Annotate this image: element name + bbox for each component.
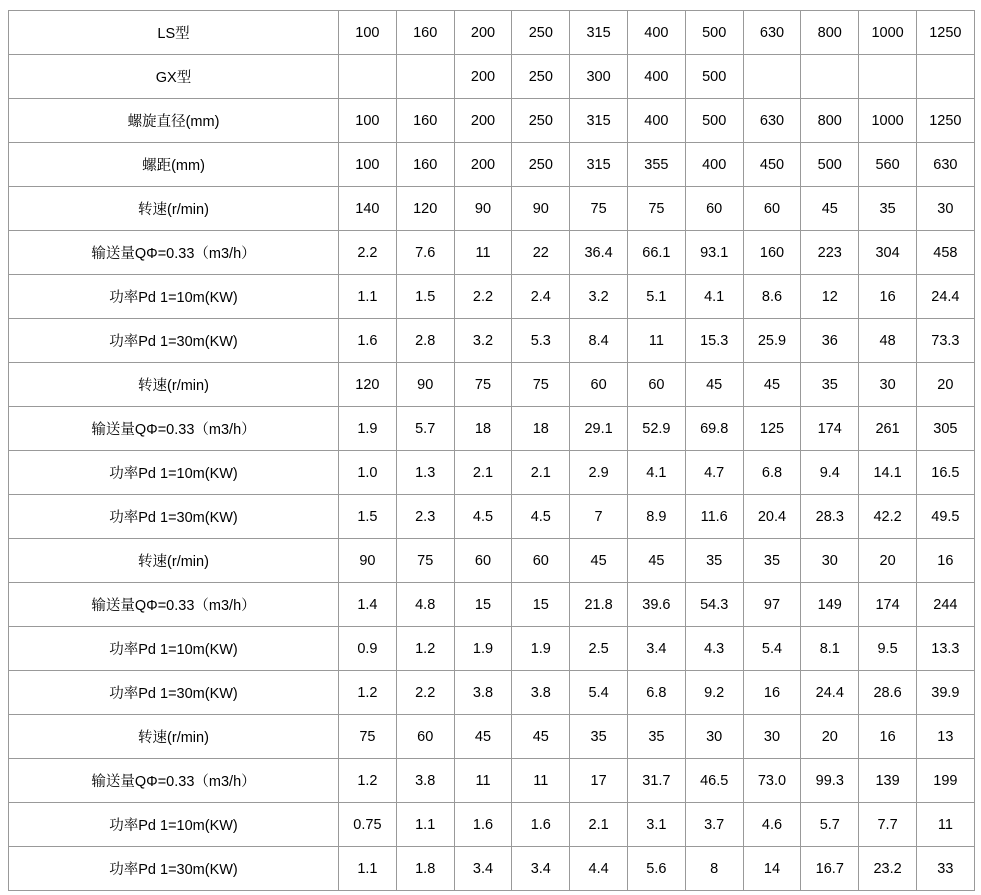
table-cell: 304: [859, 231, 917, 275]
table-cell: 355: [627, 143, 685, 187]
table-cell: 28.3: [801, 495, 859, 539]
row-label: 螺距(mm): [9, 143, 339, 187]
table-cell: 200: [454, 143, 512, 187]
table-cell: 3.1: [627, 803, 685, 847]
table-cell: 20: [859, 539, 917, 583]
table-cell: 1.1: [396, 803, 454, 847]
table-cell: 200: [454, 99, 512, 143]
table-cell: 45: [454, 715, 512, 759]
table-cell: 35: [859, 187, 917, 231]
table-cell: 4.8: [396, 583, 454, 627]
row-label: 转速(r/min): [9, 715, 339, 759]
table-cell: 12: [801, 275, 859, 319]
table-cell: 800: [801, 11, 859, 55]
row-label: 螺旋直径(mm): [9, 99, 339, 143]
table-cell: 30: [685, 715, 743, 759]
table-cell: 75: [396, 539, 454, 583]
table-cell: 3.2: [570, 275, 628, 319]
table-cell: 36.4: [570, 231, 628, 275]
table-cell: 6.8: [627, 671, 685, 715]
table-cell: 3.8: [396, 759, 454, 803]
table-cell: 250: [512, 55, 570, 99]
table-cell: 33: [916, 847, 974, 891]
table-cell: 223: [801, 231, 859, 275]
table-cell: 2.1: [512, 451, 570, 495]
table-cell: 14: [743, 847, 801, 891]
table-cell: 2.1: [570, 803, 628, 847]
table-cell: 46.5: [685, 759, 743, 803]
table-cell: 4.1: [627, 451, 685, 495]
table-cell: 1.0: [339, 451, 397, 495]
table-cell: 4.3: [685, 627, 743, 671]
row-label: 功率Pd 1=30m(KW): [9, 319, 339, 363]
table-cell: 9.4: [801, 451, 859, 495]
table-cell: 160: [396, 143, 454, 187]
table-cell: 458: [916, 231, 974, 275]
table-cell: 6.8: [743, 451, 801, 495]
table-cell: 90: [339, 539, 397, 583]
row-label: 转速(r/min): [9, 187, 339, 231]
table-cell: 4.6: [743, 803, 801, 847]
table-cell: 24.4: [801, 671, 859, 715]
table-row: [9, 99, 975, 143]
table-cell: 28.6: [859, 671, 917, 715]
table-cell: 315: [570, 99, 628, 143]
table-row: [9, 495, 975, 539]
table-cell: 1.4: [339, 583, 397, 627]
table-cell: 120: [339, 363, 397, 407]
table-cell: 90: [454, 187, 512, 231]
table-cell: [859, 55, 917, 99]
table-cell: 400: [627, 99, 685, 143]
table-row: [9, 11, 975, 55]
table-cell: 139: [859, 759, 917, 803]
table-cell: 1.1: [339, 847, 397, 891]
table-row: [9, 231, 975, 275]
table-cell: 16: [859, 715, 917, 759]
table-cell: 5.3: [512, 319, 570, 363]
table-row: [9, 759, 975, 803]
table-cell: 630: [916, 143, 974, 187]
table-row: [9, 55, 975, 99]
table-cell: 7.7: [859, 803, 917, 847]
table-cell: 16: [859, 275, 917, 319]
table-cell: 69.8: [685, 407, 743, 451]
table-cell: 560: [859, 143, 917, 187]
table-cell: 39.6: [627, 583, 685, 627]
table-cell: 500: [685, 99, 743, 143]
table-cell: 140: [339, 187, 397, 231]
table-cell: 1.8: [396, 847, 454, 891]
table-cell: 45: [685, 363, 743, 407]
table-row: [9, 143, 975, 187]
spec-table: [8, 10, 975, 891]
table-cell: 52.9: [627, 407, 685, 451]
table-cell: 45: [627, 539, 685, 583]
row-label: 输送量QΦ=0.33（m3/h）: [9, 231, 339, 275]
table-cell: 1.9: [454, 627, 512, 671]
table-cell: 250: [512, 143, 570, 187]
row-label: 输送量QΦ=0.33（m3/h）: [9, 407, 339, 451]
table-cell: 4.7: [685, 451, 743, 495]
table-cell: 11: [627, 319, 685, 363]
table-cell: 2.2: [454, 275, 512, 319]
table-row: [9, 715, 975, 759]
table-cell: 1.5: [396, 275, 454, 319]
table-cell: 75: [570, 187, 628, 231]
table-cell: 11: [512, 759, 570, 803]
table-cell: 36: [801, 319, 859, 363]
table-cell: 25.9: [743, 319, 801, 363]
table-cell: 100: [339, 143, 397, 187]
table-cell: 3.2: [454, 319, 512, 363]
table-cell: 75: [627, 187, 685, 231]
table-cell: 8.9: [627, 495, 685, 539]
table-cell: 60: [685, 187, 743, 231]
table-cell: [801, 55, 859, 99]
table-cell: 3.8: [512, 671, 570, 715]
table-cell: 17: [570, 759, 628, 803]
table-cell: 18: [454, 407, 512, 451]
row-label: 功率Pd 1=30m(KW): [9, 847, 339, 891]
table-row: [9, 451, 975, 495]
table-row: [9, 803, 975, 847]
table-row: [9, 319, 975, 363]
table-cell: 1.6: [339, 319, 397, 363]
row-label: 功率Pd 1=10m(KW): [9, 627, 339, 671]
table-cell: 45: [512, 715, 570, 759]
table-cell: 1.6: [454, 803, 512, 847]
table-cell: 18: [512, 407, 570, 451]
table-cell: 24.4: [916, 275, 974, 319]
table-cell: 13.3: [916, 627, 974, 671]
table-cell: 0.9: [339, 627, 397, 671]
table-cell: 400: [685, 143, 743, 187]
table-cell: 15: [454, 583, 512, 627]
row-label: 功率Pd 1=10m(KW): [9, 451, 339, 495]
table-cell: 35: [627, 715, 685, 759]
table-cell: 1000: [859, 99, 917, 143]
table-cell: 21.8: [570, 583, 628, 627]
table-cell: 1.1: [339, 275, 397, 319]
row-label: 输送量QΦ=0.33（m3/h）: [9, 583, 339, 627]
table-row: [9, 187, 975, 231]
table-cell: 13: [916, 715, 974, 759]
table-cell: 16: [916, 539, 974, 583]
table-cell: 500: [685, 11, 743, 55]
table-cell: 9.5: [859, 627, 917, 671]
table-cell: 174: [801, 407, 859, 451]
table-cell: 60: [512, 539, 570, 583]
table-cell: 16.7: [801, 847, 859, 891]
table-cell: 160: [743, 231, 801, 275]
table-cell: 14.1: [859, 451, 917, 495]
table-cell: 66.1: [627, 231, 685, 275]
table-cell: 174: [859, 583, 917, 627]
table-cell: 7.6: [396, 231, 454, 275]
table-cell: 261: [859, 407, 917, 451]
table-cell: 4.5: [512, 495, 570, 539]
table-cell: 2.2: [339, 231, 397, 275]
table-cell: 45: [743, 363, 801, 407]
table-cell: 2.1: [454, 451, 512, 495]
table-cell: 3.4: [454, 847, 512, 891]
table-cell: 5.4: [743, 627, 801, 671]
table-cell: 20: [916, 363, 974, 407]
table-cell: 15: [512, 583, 570, 627]
table-cell: 160: [396, 11, 454, 55]
table-cell: 315: [570, 11, 628, 55]
table-cell: 60: [743, 187, 801, 231]
table-cell: 5.7: [801, 803, 859, 847]
table-cell: 11.6: [685, 495, 743, 539]
table-cell: 1.2: [339, 759, 397, 803]
table-cell: 125: [743, 407, 801, 451]
table-cell: 4.5: [454, 495, 512, 539]
table-cell: 73.0: [743, 759, 801, 803]
table-cell: 630: [743, 11, 801, 55]
table-cell: 30: [801, 539, 859, 583]
table-cell: 54.3: [685, 583, 743, 627]
table-cell: 5.7: [396, 407, 454, 451]
table-cell: 149: [801, 583, 859, 627]
table-cell: 2.9: [570, 451, 628, 495]
table-cell: 23.2: [859, 847, 917, 891]
table-cell: 48: [859, 319, 917, 363]
table-cell: 0.75: [339, 803, 397, 847]
row-label: 转速(r/min): [9, 363, 339, 407]
table-cell: 35: [685, 539, 743, 583]
table-row: [9, 407, 975, 451]
table-cell: 7: [570, 495, 628, 539]
table-cell: 199: [916, 759, 974, 803]
table-cell: 2.2: [396, 671, 454, 715]
table-row: [9, 275, 975, 319]
table-cell: 2.4: [512, 275, 570, 319]
table-cell: 75: [512, 363, 570, 407]
table-cell: 60: [396, 715, 454, 759]
table-cell: 2.5: [570, 627, 628, 671]
table-cell: 11: [916, 803, 974, 847]
table-cell: 3.4: [512, 847, 570, 891]
table-cell: 8: [685, 847, 743, 891]
table-cell: 200: [454, 55, 512, 99]
table-cell: 75: [339, 715, 397, 759]
table-cell: 305: [916, 407, 974, 451]
table-cell: 1250: [916, 99, 974, 143]
table-cell: 315: [570, 143, 628, 187]
table-row: [9, 583, 975, 627]
table-cell: 1000: [859, 11, 917, 55]
table-row: [9, 363, 975, 407]
table-cell: 30: [743, 715, 801, 759]
table-cell: 5.1: [627, 275, 685, 319]
table-cell: 4.4: [570, 847, 628, 891]
row-label: 功率Pd 1=30m(KW): [9, 671, 339, 715]
table-cell: 400: [627, 55, 685, 99]
table-cell: 1.2: [396, 627, 454, 671]
table-cell: 200: [454, 11, 512, 55]
table-cell: [396, 55, 454, 99]
table-cell: 60: [570, 363, 628, 407]
table-row: [9, 539, 975, 583]
table-cell: 35: [801, 363, 859, 407]
table-row: [9, 627, 975, 671]
table-cell: 250: [512, 99, 570, 143]
table-cell: 60: [627, 363, 685, 407]
table-row: [9, 847, 975, 891]
table-cell: 300: [570, 55, 628, 99]
table-cell: 244: [916, 583, 974, 627]
table-cell: 20: [801, 715, 859, 759]
table-cell: 100: [339, 11, 397, 55]
row-label: LS型: [9, 11, 339, 55]
table-cell: 93.1: [685, 231, 743, 275]
table-cell: 90: [512, 187, 570, 231]
table-cell: 45: [570, 539, 628, 583]
table-cell: 30: [916, 187, 974, 231]
table-cell: 49.5: [916, 495, 974, 539]
table-cell: 3.7: [685, 803, 743, 847]
table-cell: 97: [743, 583, 801, 627]
table-cell: 1.5: [339, 495, 397, 539]
table-cell: 1.2: [339, 671, 397, 715]
table-cell: 35: [570, 715, 628, 759]
table-cell: [916, 55, 974, 99]
table-cell: 29.1: [570, 407, 628, 451]
row-label: GX型: [9, 55, 339, 99]
table-cell: 1.3: [396, 451, 454, 495]
table-cell: 8.6: [743, 275, 801, 319]
table-cell: 60: [454, 539, 512, 583]
table-cell: [339, 55, 397, 99]
table-cell: 8.4: [570, 319, 628, 363]
table-cell: 250: [512, 11, 570, 55]
table-cell: 30: [859, 363, 917, 407]
table-cell: 35: [743, 539, 801, 583]
table-cell: [743, 55, 801, 99]
table-cell: 99.3: [801, 759, 859, 803]
table-cell: 2.3: [396, 495, 454, 539]
table-cell: 31.7: [627, 759, 685, 803]
table-cell: 20.4: [743, 495, 801, 539]
table-cell: 42.2: [859, 495, 917, 539]
row-label: 功率Pd 1=10m(KW): [9, 275, 339, 319]
row-label: 输送量QΦ=0.33（m3/h）: [9, 759, 339, 803]
table-cell: 5.4: [570, 671, 628, 715]
table-row: [9, 671, 975, 715]
table-cell: 500: [801, 143, 859, 187]
table-cell: 4.1: [685, 275, 743, 319]
table-cell: 15.3: [685, 319, 743, 363]
table-cell: 5.6: [627, 847, 685, 891]
table-cell: 160: [396, 99, 454, 143]
table-cell: 8.1: [801, 627, 859, 671]
table-cell: 1.6: [512, 803, 570, 847]
table-cell: 1250: [916, 11, 974, 55]
spec-table-body: [9, 11, 975, 891]
table-cell: 90: [396, 363, 454, 407]
table-cell: 100: [339, 99, 397, 143]
table-cell: 9.2: [685, 671, 743, 715]
table-cell: 16: [743, 671, 801, 715]
table-cell: 120: [396, 187, 454, 231]
table-cell: 11: [454, 759, 512, 803]
table-cell: 2.8: [396, 319, 454, 363]
table-cell: 1.9: [339, 407, 397, 451]
table-cell: 450: [743, 143, 801, 187]
table-cell: 16.5: [916, 451, 974, 495]
table-cell: 45: [801, 187, 859, 231]
table-cell: 630: [743, 99, 801, 143]
table-cell: 3.4: [627, 627, 685, 671]
table-cell: 3.8: [454, 671, 512, 715]
table-cell: 400: [627, 11, 685, 55]
row-label: 功率Pd 1=10m(KW): [9, 803, 339, 847]
table-cell: 75: [454, 363, 512, 407]
table-cell: 39.9: [916, 671, 974, 715]
table-cell: 800: [801, 99, 859, 143]
row-label: 功率Pd 1=30m(KW): [9, 495, 339, 539]
table-cell: 22: [512, 231, 570, 275]
row-label: 转速(r/min): [9, 539, 339, 583]
table-cell: 1.9: [512, 627, 570, 671]
table-cell: 11: [454, 231, 512, 275]
table-cell: 500: [685, 55, 743, 99]
table-cell: 73.3: [916, 319, 974, 363]
